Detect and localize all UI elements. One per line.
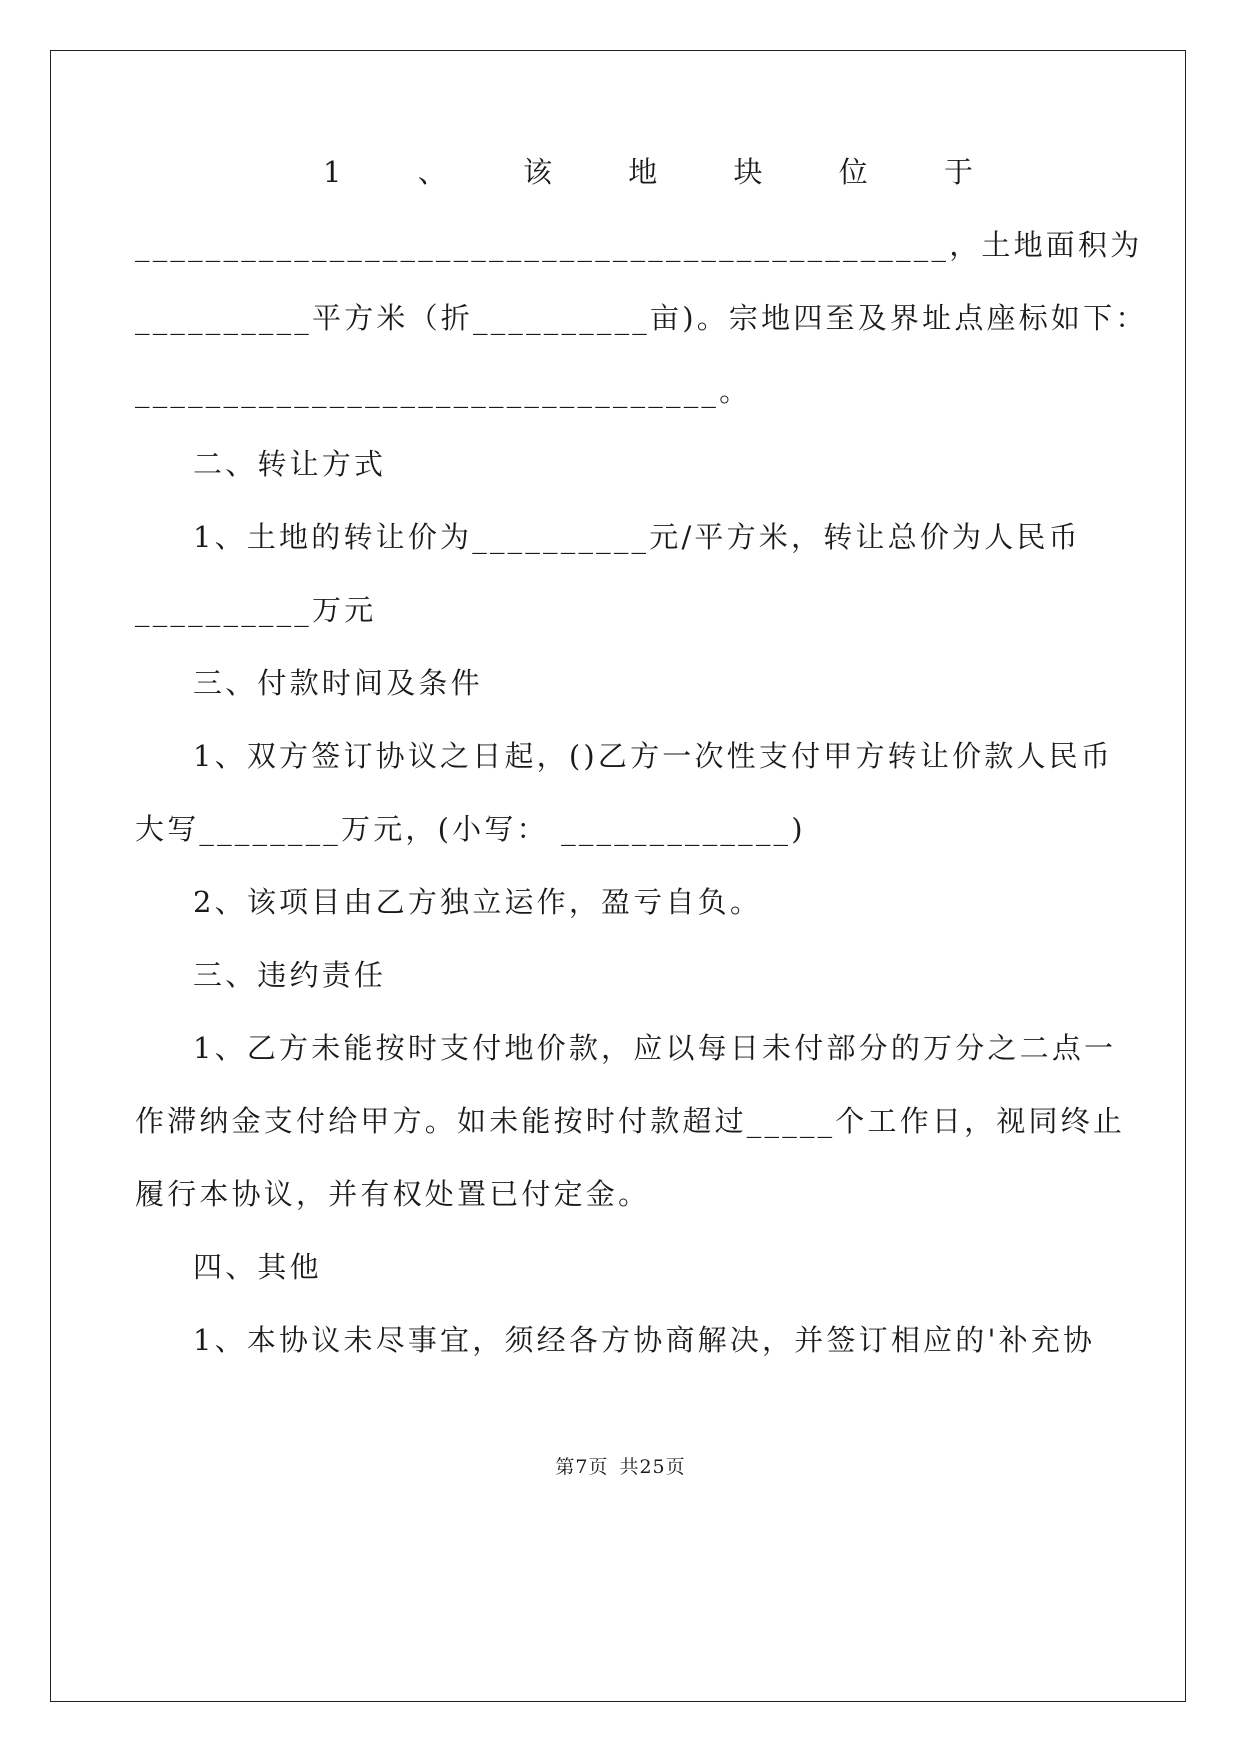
- document-line: ______________________________________________，土地面积为: [135, 228, 1143, 262]
- token: 地: [628, 155, 658, 189]
- token: 块: [733, 155, 763, 189]
- document-line: __________万元: [135, 593, 377, 627]
- section-heading: 四、其他: [193, 1250, 322, 1284]
- document-line: 履行本协议，并有权处置已付定金。: [135, 1177, 651, 1211]
- section-heading: 三、付款时间及条件: [193, 666, 483, 700]
- section-heading: 二、转让方式: [193, 447, 387, 481]
- token: 位: [838, 155, 868, 189]
- document-line: _________________________________。: [135, 374, 752, 408]
- document-line: 1、双方签订协议之日起，()乙方一次性支付甲方转让价款人民币: [193, 739, 1114, 773]
- token: 于: [943, 155, 973, 189]
- page-number: 第7页: [555, 1456, 609, 1478]
- token: 该: [522, 155, 552, 189]
- document-line: 1、土地的转让价为__________元/平方米，转让总价为人民币: [193, 520, 1081, 554]
- document-line-first: [323, 152, 973, 192]
- document-line: __________平方米（折__________亩)。宗地四至及界址点座标如下：: [135, 301, 1148, 335]
- document-line: 2、该项目由乙方独立运作，盈亏自负。: [193, 885, 763, 919]
- token: 1: [323, 155, 342, 189]
- token: 、: [417, 155, 447, 189]
- document-line: 1、本协议未尽事宜，须经各方协商解决，并签订相应的'补充协: [193, 1323, 1096, 1357]
- document-line: 大写________万元，(小写： _____________): [135, 812, 806, 846]
- page-total: 共25页: [619, 1456, 686, 1478]
- section-heading: 三、违约责任: [193, 958, 387, 992]
- document-line: 1、乙方未能按时支付地价款，应以每日未付部分的万分之二点一: [193, 1031, 1117, 1065]
- document-line: 作滞纳金支付给甲方。如未能按时付款超过_____个工作日，视同终止: [135, 1104, 1126, 1138]
- page-footer: [0, 1455, 1241, 1479]
